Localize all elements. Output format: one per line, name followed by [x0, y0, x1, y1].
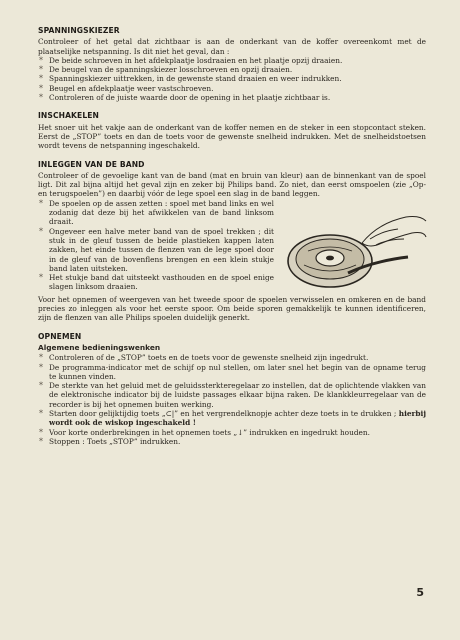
hand-icon — [362, 216, 426, 246]
list-item: * Starten door gelijktijdig toets „⊂|” en het vergrendelknopje achter deze toets in te drukken ; hierbij wordt ook de wiskop ingeschakeld ! — [38, 409, 426, 428]
section-heading: INSCHAKELEN — [38, 111, 100, 121]
tape-reel-icon — [288, 235, 372, 287]
list-item: * De sterkte van het geluid met de geluidssterkteregelaar zo instellen, dat de oplichtende vlakken van de elektronische indicator bij de luidste passages elkaar bijna raken. De klankkleurregelaar van de recorder is bij het opnemen buiten werking. — [38, 381, 426, 409]
page-number: 5 — [416, 586, 424, 599]
list-item: * De programma-indicator met de schijf op nul stellen, om later snel het begin van de opname terug te kunnen vinden. — [38, 363, 426, 382]
list-item: * De beugel van de spanningskiezer losschroeven en opzij draaien. — [38, 65, 426, 74]
section-opnemen — [38, 332, 426, 447]
paragraph: Controleer of de gevoelige kant van de band (mat en bruin van kleur) aan de binnenkant van de spoel ligt. Dit zal bijna altijd het geval zijn en zeker bij Philips band. Zo niet, dan eerst omspoelen (zie „Op- en terugspoelen”) en daarbij vóór de lege spoel een slag in de band leggen. — [38, 170, 426, 199]
list-item: * De beide schroeven in het afdekplaatje losdraaien en het plaatje opzij draaien. — [38, 56, 426, 65]
list-item: * Beugel en afdekplaatje weer vastschroeven. — [38, 84, 426, 93]
paragraph: Voor het opnemen of weergeven van het tweede spoor de spoelen verwisselen en omkeren en de band precies zo inleggen als voor het eerste spoor. Om beide sporen gemakkelijk te kunnen identificeren, zijn de flenzen van alle Philips spoelen duidelijk generkt. — [38, 294, 426, 323]
list-item: * Voor korte onderbrekingen in het opnemen toets „↓” indrukken en ingedrukt houden. — [38, 428, 426, 437]
emphasis: hierbij wordt ook de wiskop ingeschakeld ! — [49, 409, 426, 428]
section-inschakelen — [38, 111, 426, 150]
list-item: * Ongeveer een halve meter band van de spoel trekken ; dit stuk in de gleuf tussen de beide plastieken kappen laten zakken, het einde tussen de flenzen van de lege spoel door in de gleuf van de bovenflens brengen en een klein stukje band laten uitsteken. — [38, 227, 274, 273]
step-list — [38, 353, 426, 446]
section-inleggen — [38, 160, 426, 323]
list-item: * De spoelen op de assen zetten : spoel met band links en wel zodanig dat deze bij het afwikkelen van de band linksom draait. — [38, 199, 274, 227]
section-heading: OPNEMEN — [38, 331, 82, 341]
illustrated-steps — [38, 199, 426, 295]
list-item: * Stoppen : Toets „STOP” indrukken. — [38, 437, 426, 446]
section-heading: INLEGGEN VAN DE BAND — [38, 159, 145, 169]
list-item: * Controleren of de juiste waarde door de opening in het plaatje zichtbaar is. — [38, 93, 426, 102]
tape-reel-illustration — [278, 203, 428, 295]
paragraph: Controleer of het getal dat zichtbaar is aan de onderkant van de koffer overeenkomt met de plaatselijke netspanning. Is dit niet het geval, dan : — [38, 37, 426, 56]
list-item: * Het stukje band dat uitsteekt vasthouden en de spoel enige slagen linksom draaien. — [38, 273, 274, 292]
section-spanningskiezer — [38, 26, 426, 102]
paragraph: Het snoer uit het vakje aan de onderkant van de koffer nemen en de steker in een stopcontact steken. Eerst de „STOP” toets en dan de toets voor de gewenste snelheid indrukken. Met de snelheidstoetsen wordt tevens de netspanning ingeschakeld. — [38, 122, 426, 151]
step-list — [38, 199, 274, 292]
list-item: * Spanningskiezer uittrekken, in de gewenste stand draaien en weer indrukken. — [38, 74, 426, 83]
list-item: * Controleren of de „STOP” toets en de toets voor de gewenste snelheid zijn ingedrukt. — [38, 353, 426, 362]
section-heading: SPANNINGSKIEZER — [38, 26, 120, 35]
subheading: Algemene bedieningswenken — [38, 342, 161, 352]
step-list — [38, 56, 426, 102]
